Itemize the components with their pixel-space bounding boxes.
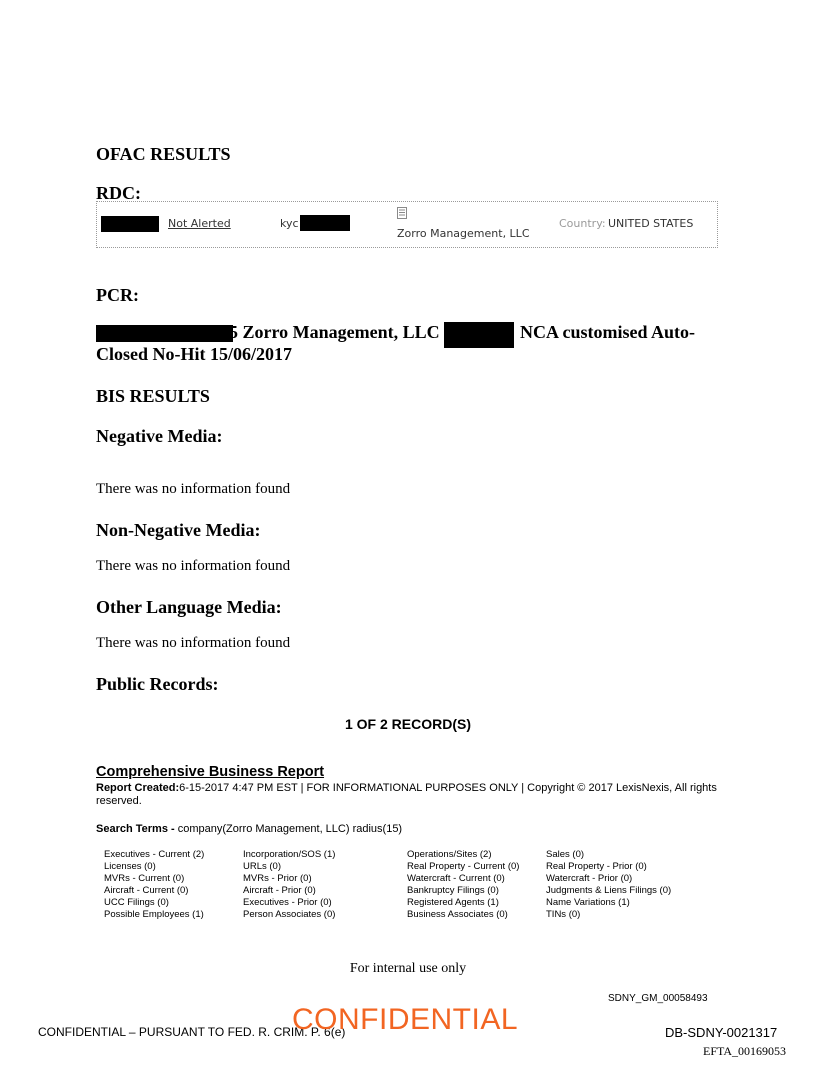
pcr-entity-text: 5 Zorro Management, LLC [229,322,440,342]
negative-media-heading: Negative Media: [96,426,223,446]
non-negative-media-text: There was no information found [96,558,291,574]
report-index-item: URLs (0) [243,861,282,872]
confidential-stamp: CONFIDENTIAL [292,1003,519,1036]
bis-results-heading: BIS RESULTS [96,386,210,406]
report-index-item: Executives - Current (2) [104,849,205,860]
report-index-item: Aircraft - Current (0) [104,885,189,896]
rdc-status-link[interactable]: Not Alerted [168,217,231,230]
redaction-block [444,322,514,348]
pcr-heading: PCR: [96,285,139,305]
report-index-item: UCC Filings (0) [104,897,169,908]
report-title: Comprehensive Business Report [96,764,325,780]
rdc-country-label: Country: [559,217,606,230]
other-language-media-text: There was no information found [96,635,291,651]
internal-use-notice: For internal use only [349,961,467,976]
report-index-item: MVRs - Prior (0) [243,873,312,884]
report-index-column-4 [546,849,671,921]
report-index-item: Judgments & Liens Filings (0) [546,885,672,896]
report-index-item: Person Associates (0) [243,909,336,920]
report-index-item: Real Property - Current (0) [407,861,520,872]
bates-number-db-sdny: DB-SDNY-0021317 [665,1025,778,1040]
report-index-item: Sales (0) [546,849,585,860]
rdc-heading: RDC: [96,183,141,203]
rdc-country-value: UNITED STATES [608,217,694,230]
report-index-item: Watercraft - Current (0) [407,873,505,884]
search-terms-label: Search Terms - [96,823,175,835]
report-created-label: Report Created: [96,782,180,794]
confidential-legal-footer: CONFIDENTIAL – PURSUANT TO FED. R. CRIM. P. 6(e) [38,1025,346,1039]
other-language-media-heading: Other Language Media: [96,597,282,617]
report-index-item: MVRs - Current (0) [104,873,185,884]
efta-number: EFTA_00169053 [703,1044,787,1058]
public-records-heading: Public Records: [96,674,219,694]
report-created-text: 6-15-2017 4:47 PM EST | FOR INFORMATIONAL PURPOSES ONLY | Copyright © 2017 LexisNexis, All rights reserved. [96,782,717,807]
report-index-item: TINs (0) [546,909,581,920]
search-terms-text: company(Zorro Management, LLC) radius(15) [174,823,403,835]
report-index-item: Business Associates (0) [407,909,508,920]
search-terms [96,823,402,835]
report-index-item: Operations/Sites (2) [407,849,492,860]
report-index-item: Bankruptcy Filings (0) [407,885,499,896]
report-index-column-1 [104,849,204,921]
rdc-result-row [96,201,718,248]
document-icon [397,206,407,218]
redaction-block [101,216,159,232]
pcr-result-line-2: Closed No-Hit 15/06/2017 [96,344,292,364]
report-index-item: Real Property - Prior (0) [546,861,647,872]
report-index-item: Incorporation/SOS (1) [243,849,336,860]
pcr-status-text: NCA customised Auto- [520,322,696,342]
report-index-item: Registered Agents (1) [407,897,499,908]
report-index-item: Executives - Prior (0) [243,897,332,908]
report-index-item: Name Variations (1) [546,897,630,908]
report-index-item: Possible Employees (1) [104,909,204,920]
redaction-block [300,215,350,231]
report-created [96,782,721,808]
negative-media-text: There was no information found [96,481,291,497]
bates-number-sdny-gm: SDNY_GM_00058493 [608,993,708,1004]
report-index-item: Licenses (0) [104,861,156,872]
report-index-item: Watercraft - Prior (0) [546,873,633,884]
rdc-kyc-label: kyc [280,217,299,230]
non-negative-media-heading: Non-Negative Media: [96,520,261,540]
redaction-block [96,325,233,342]
ofac-results-heading: OFAC RESULTS [96,144,231,164]
report-index-item: Aircraft - Prior (0) [243,885,316,896]
report-index-column-2 [243,849,335,921]
rdc-entity-name: Zorro Management, LLC [397,227,530,240]
record-count: 1 OF 2 RECORD(S) [344,716,471,732]
report-index-column-3 [407,849,519,921]
